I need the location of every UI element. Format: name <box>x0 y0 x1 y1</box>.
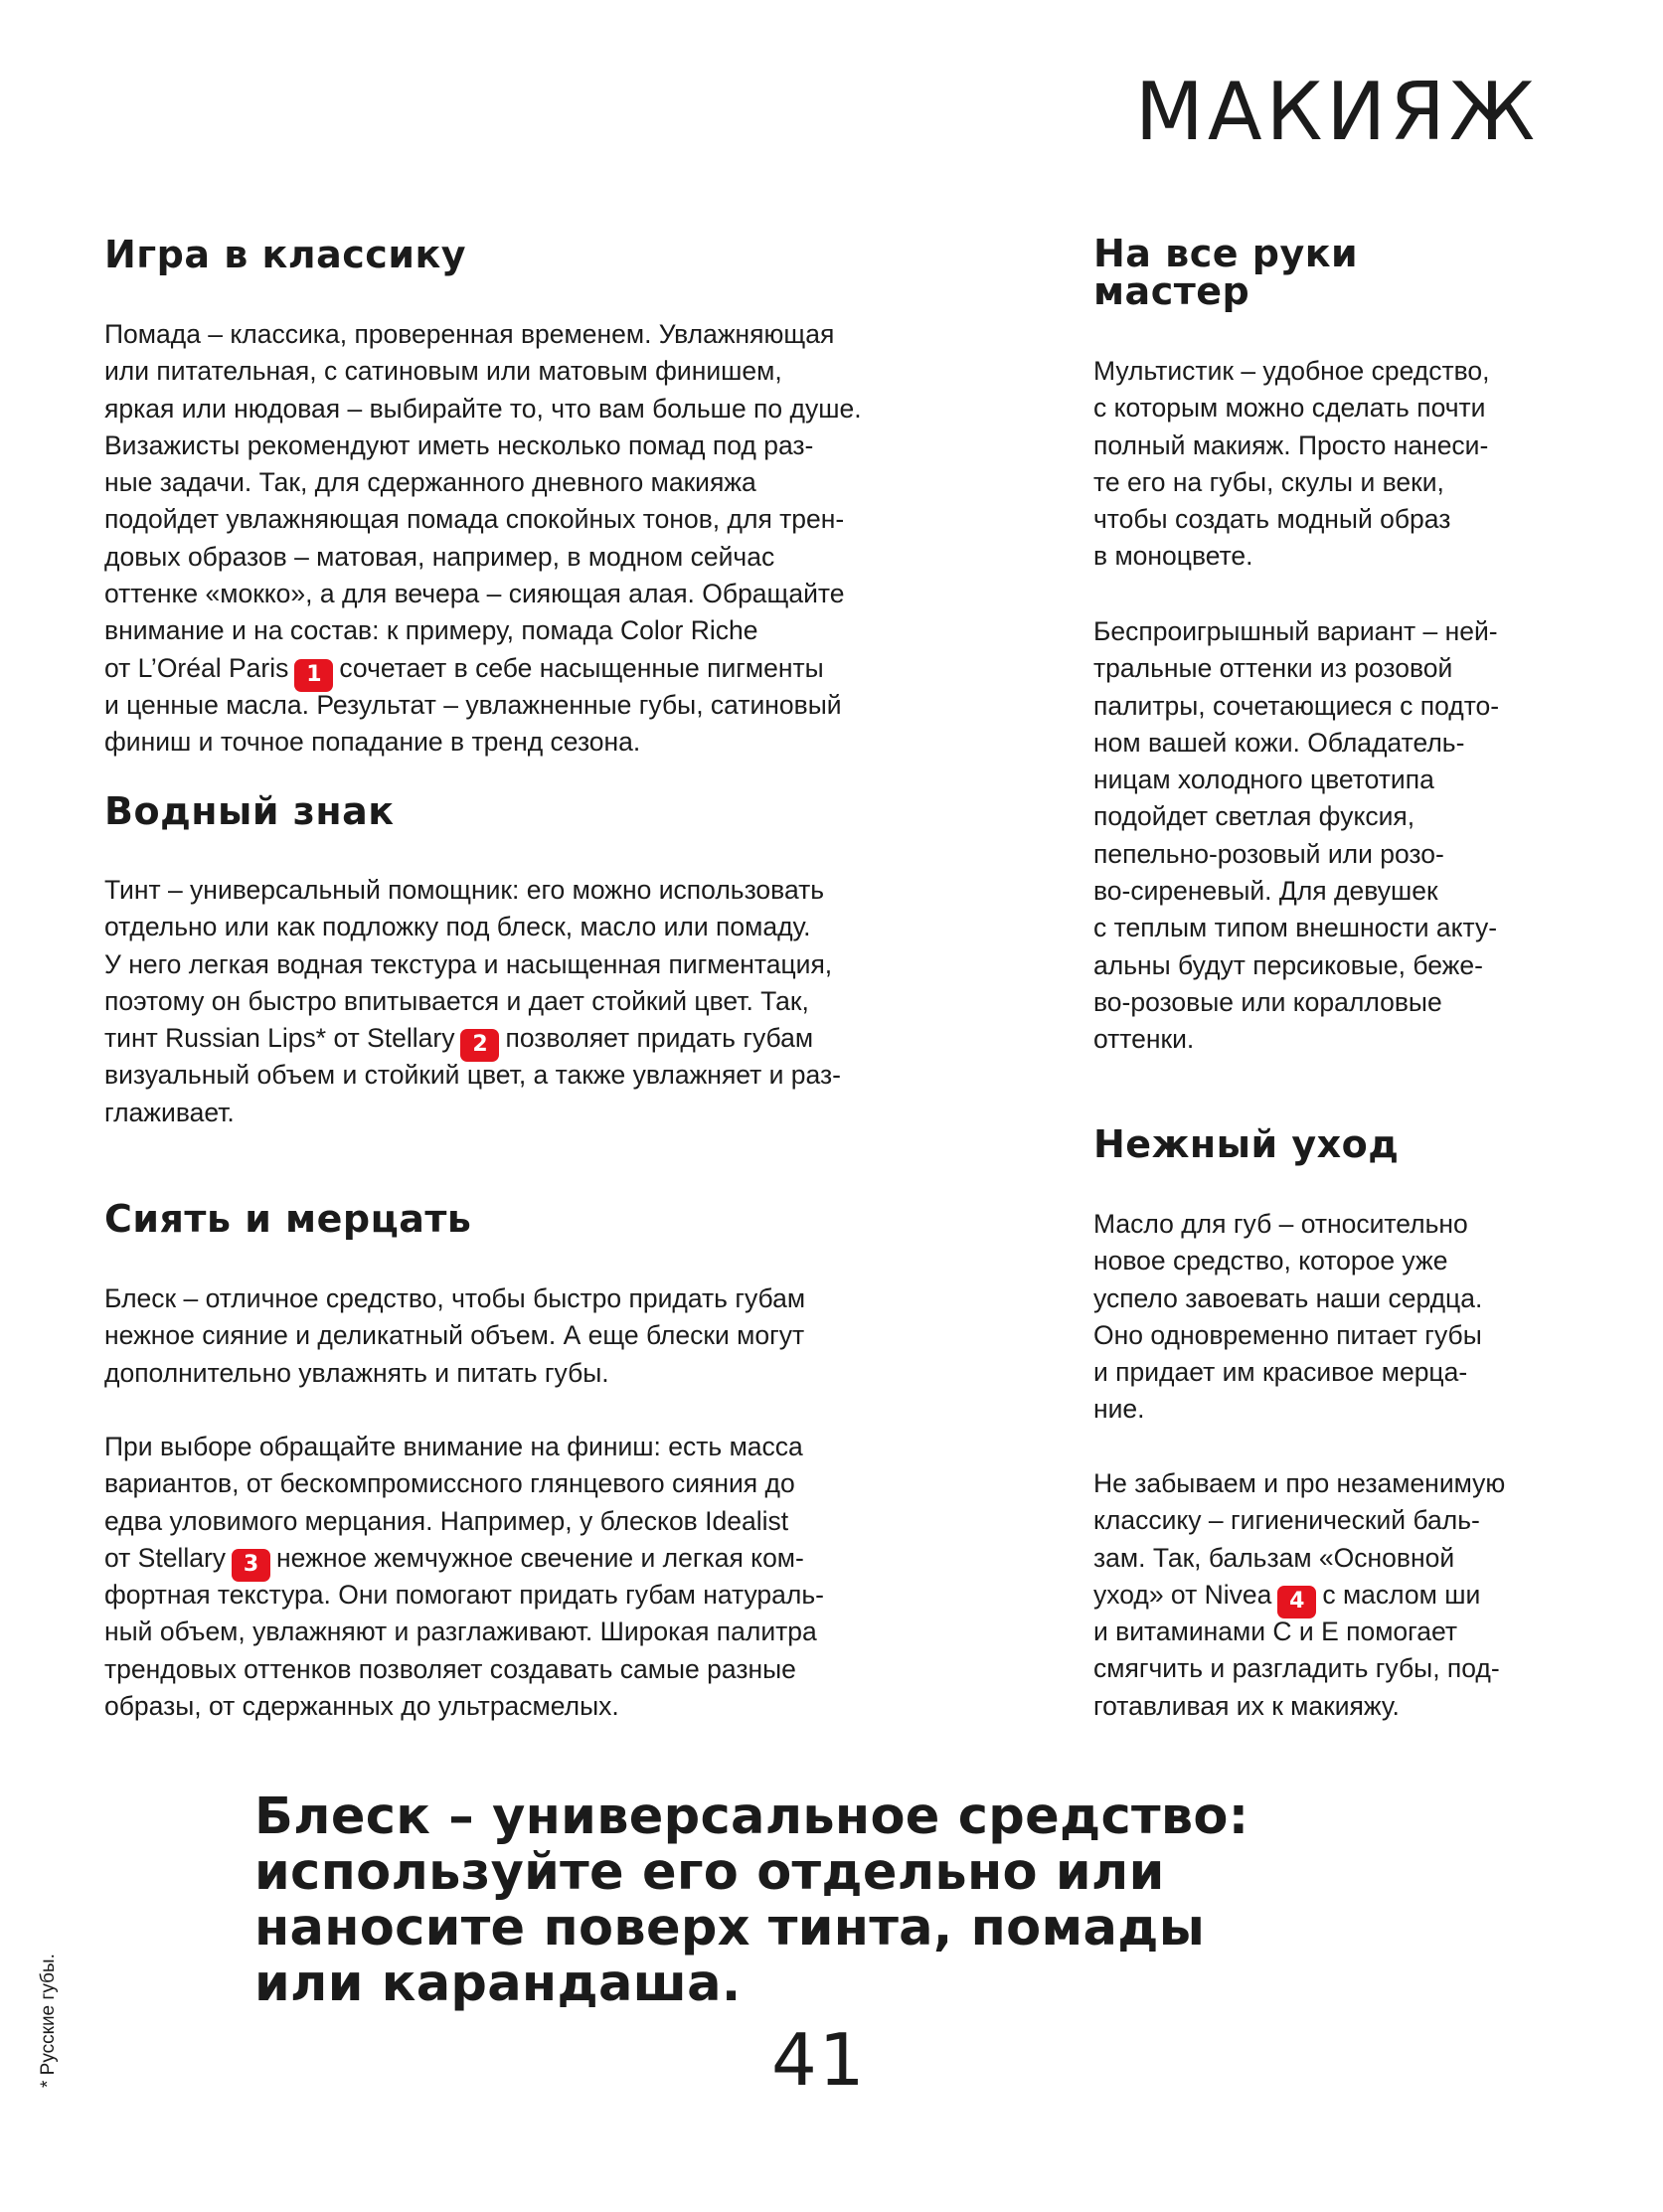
heading-nezhny-ukhod: Нежный уход <box>1093 1122 1400 1166</box>
text-line: в моноцвете. <box>1093 541 1253 572</box>
text-segment: позволяет придать губам <box>505 1023 814 1054</box>
text-line <box>104 650 862 687</box>
heading-igra-v-klassiku: Игра в классику <box>104 233 467 276</box>
text-segment: от Stellary <box>104 1542 227 1573</box>
footnote: * Русские губы. <box>38 1954 59 2088</box>
text-line: ный объем, увлажняют и разглаживают. Широкая палитра <box>104 1616 817 1647</box>
text-line: палитры, сочетающиеся с подто- <box>1093 690 1500 721</box>
heading-line: мастер <box>1093 269 1250 313</box>
text-segment: с маслом ши <box>1322 1579 1481 1610</box>
text-line: поэтому он быстро впитывается и дает стойкий цвет. Так, <box>104 985 809 1016</box>
text-line: чтобы создать модный образ <box>1093 504 1451 535</box>
text-line: полный макияж. Просто нанеси- <box>1093 429 1489 460</box>
text-line: с которым можно сделать почти <box>1093 393 1486 424</box>
paragraph-tint <box>104 872 841 1131</box>
text-line: пепельно-розовый или розо- <box>1093 838 1444 869</box>
text-line: Блеск – универсальное средство: <box>254 1787 1249 1846</box>
paragraph-neutral-shades <box>1093 613 1499 1059</box>
text-segment: сочетает в себе насыщенные пигменты <box>339 652 824 683</box>
pull-quote <box>254 1789 1248 2012</box>
text-line: Мультистик – удобное средство, <box>1093 356 1490 386</box>
product-number-badge: 3 <box>232 1549 270 1582</box>
text-line: У него легкая водная текстура и насыщенная пигментация, <box>104 948 833 979</box>
text-line: альны будут персиковые, беже- <box>1093 949 1483 980</box>
paragraph-lipstick <box>104 316 862 762</box>
text-line: успело завоевать наши сердца. <box>1093 1282 1483 1313</box>
text-line: или карандаша. <box>254 1955 742 2013</box>
text-line: те его на губы, скулы и веки, <box>1093 466 1444 497</box>
text-line: При выборе обращайте внимание на финиш: есть масса <box>104 1432 803 1461</box>
text-line: ницам холодного цветотипа <box>1093 765 1434 795</box>
text-line: Помада – классика, проверенная временем. Увлажняющая <box>104 319 835 349</box>
heading-line: На все руки <box>1093 232 1359 275</box>
text-line: Масло для губ – относительно <box>1093 1209 1468 1239</box>
text-line: зам. Так, бальзам «Основной <box>1093 1542 1455 1573</box>
text-line: и придает им красивое мерца- <box>1093 1357 1468 1388</box>
product-number-badge: 1 <box>294 659 333 692</box>
text-segment: тинт Russian Lips* от Stellary <box>104 1023 455 1054</box>
text-line: ные задачи. Так, для сдержанного дневного макияжа <box>104 467 756 498</box>
text-line: классику – гигиенический баль- <box>1093 1505 1480 1536</box>
product-number-badge: 2 <box>460 1029 499 1062</box>
text-line: Беспроигрышный вариант – ней- <box>1093 616 1498 646</box>
text-line: финиш и точное попадание в тренд сезона. <box>104 727 641 758</box>
text-line: нежное сияние и деликатный объем. А еще блески могут <box>104 1320 805 1351</box>
text-line: Тинт – универсальный помощник: его можно использовать <box>104 875 825 905</box>
heading-na-vse-ruki-master <box>1093 232 1359 313</box>
text-line: Визажисты рекомендуют иметь несколько помад под раз- <box>104 429 814 460</box>
text-line: новое средство, которое уже <box>1093 1246 1448 1276</box>
text-line: Блеск – отличное средство, чтобы быстро придать губам <box>104 1283 806 1313</box>
text-line: Не забываем и про незаменимую <box>1093 1468 1506 1498</box>
text-segment: нежное жемчужное свечение и легкая ком- <box>276 1542 804 1573</box>
heading-vodny-znak: Водный знак <box>104 789 395 833</box>
text-line: дополнительно увлажнять и питать губы. <box>104 1357 609 1388</box>
section-title: МАКИЯЖ <box>1134 66 1539 158</box>
text-line: фортная текстура. Они помогают придать губам натураль- <box>104 1580 824 1611</box>
text-line: ном вашей кожи. Обладатель- <box>1093 727 1465 758</box>
text-line: вариантов, от бескомпромиссного глянцевого сияния до <box>104 1468 795 1499</box>
text-line: ние. <box>1093 1394 1145 1425</box>
text-line: оттенке «мокко», а для вечера – сияющая алая. Обращайте <box>104 579 845 609</box>
text-line: наносите поверх тинта, помады <box>254 1899 1206 1957</box>
text-line: смягчить и разгладить губы, под- <box>1093 1653 1500 1684</box>
paragraph-lip-oil <box>1093 1206 1482 1429</box>
text-line: отдельно или как подложку под блеск, масло или помаду. <box>104 912 811 942</box>
text-segment: уход» от Nivea <box>1093 1579 1272 1610</box>
heading-siyat-i-mertsat: Сиять и мерцать <box>104 1197 472 1241</box>
text-line: образы, от сдержанных до ультрасмелых. <box>104 1691 619 1722</box>
text-line: во-розовые или коралловые <box>1093 986 1442 1017</box>
text-line: готавливая их к макияжу. <box>1093 1690 1400 1721</box>
text-line: тральные оттенки из розовой <box>1093 653 1453 684</box>
text-line: используйте его отдельно или <box>254 1843 1165 1902</box>
text-line: и ценные масла. Результат – увлажненные губы, сатиновый <box>104 689 842 720</box>
paragraph-balm <box>1093 1465 1505 1725</box>
text-line <box>1093 1577 1505 1614</box>
paragraph-gloss-intro <box>104 1280 805 1392</box>
text-line: или питательная, с сатиновым или матовым финишем, <box>104 356 782 387</box>
page-number: 41 <box>771 2018 867 2102</box>
text-line: с теплым типом внешности акту- <box>1093 913 1498 943</box>
text-line: Оно одновременно питает губы <box>1093 1319 1482 1350</box>
text-line: оттенки. <box>1093 1024 1195 1055</box>
paragraph-gloss-finish <box>104 1429 824 1725</box>
text-line: довых образов – матовая, например, в модном сейчас <box>104 541 775 572</box>
text-line: едва уловимого мерцания. Например, у блесков Idealist <box>104 1505 789 1536</box>
product-number-badge: 4 <box>1277 1586 1316 1618</box>
text-line: глаживает. <box>104 1097 235 1127</box>
paragraph-multistick <box>1093 353 1490 576</box>
text-line: визуальный объем и стойкий цвет, а также увлажняет и раз- <box>104 1060 841 1091</box>
text-segment: от L’Oréal Paris <box>104 652 289 683</box>
text-line: во-сиреневый. Для девушек <box>1093 876 1438 907</box>
text-line <box>104 1020 841 1057</box>
text-line: внимание и на состав: к примеру, помада Color Riche <box>104 615 758 646</box>
text-line: подойдет светлая фуксия, <box>1093 801 1415 832</box>
text-line: подойдет увлажняющая помада спокойных тонов, для трен- <box>104 504 845 535</box>
text-line: яркая или нюдовая – выбирайте то, что вам больше по душе. <box>104 393 862 424</box>
text-line: трендовых оттенков позволяет создавать самые разные <box>104 1653 796 1684</box>
text-line <box>104 1540 824 1577</box>
text-line: и витаминами C и E помогает <box>1093 1616 1457 1647</box>
